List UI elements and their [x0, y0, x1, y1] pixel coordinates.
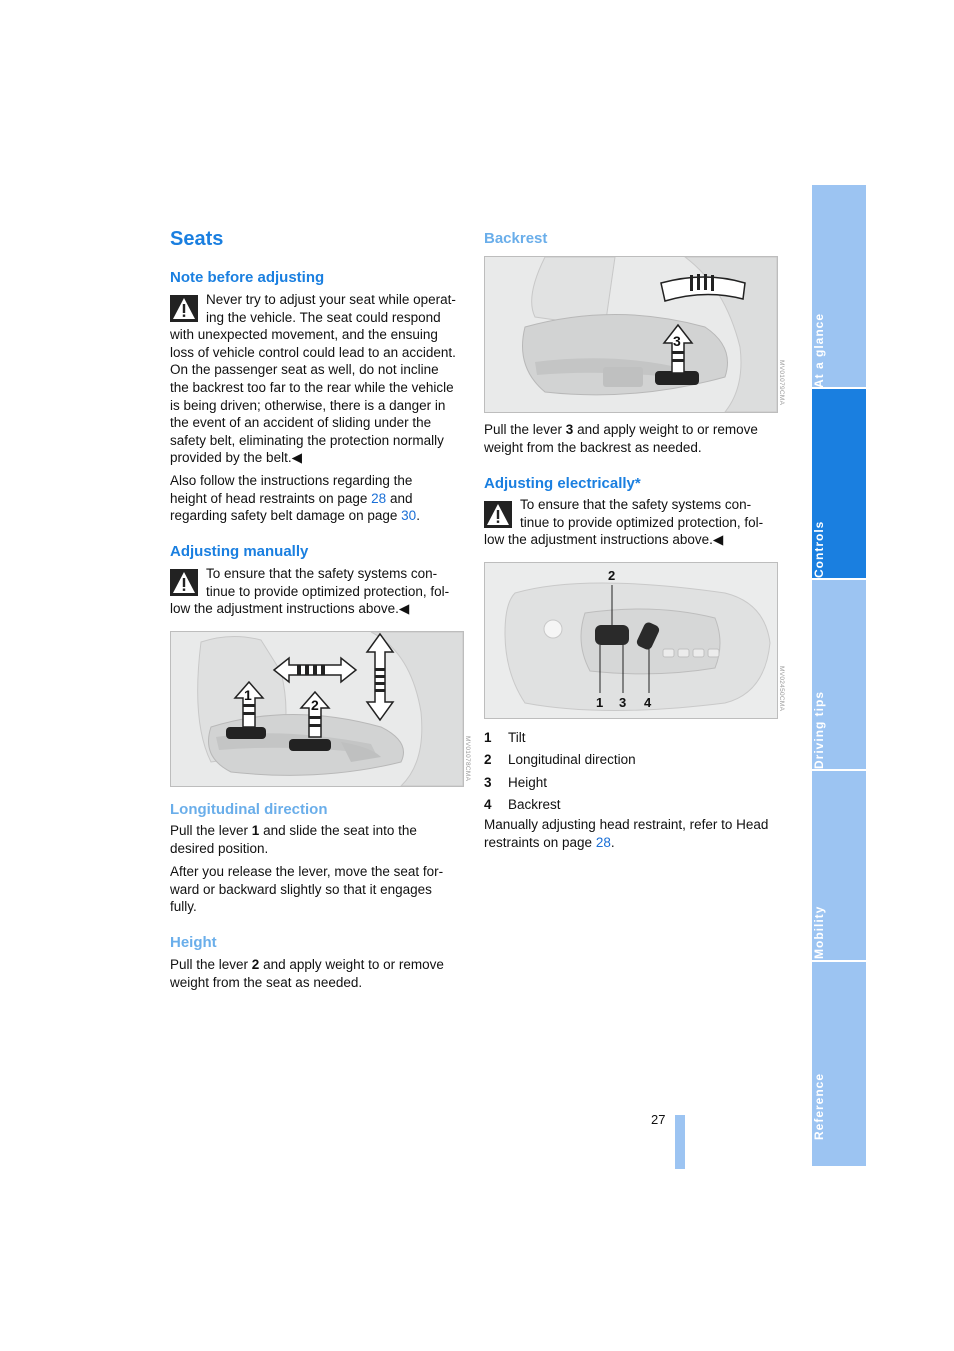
text-line: [170, 956, 470, 974]
warning-line: low the adjustment instructions above.◀: [484, 532, 724, 548]
warning-line: low the adjustment instructions above.◀: [170, 601, 410, 617]
backrest-illustration: [484, 256, 778, 413]
list-text: Height: [508, 774, 548, 790]
text-line: ward or backward slightly so that it engages: [170, 881, 432, 897]
longitudinal-text-2: [170, 863, 470, 916]
note-line: safety belt, eliminating the protection normally: [170, 432, 444, 448]
list-number: 4: [484, 797, 492, 813]
list-number: 3: [484, 774, 492, 790]
figure-code: MV02450CMA: [778, 666, 785, 712]
follow-text-part: regarding safety belt damage on page: [170, 508, 402, 524]
warning-icon: [484, 501, 512, 528]
subheading-backrest: Backrest: [484, 230, 548, 247]
list-number: 2: [484, 752, 492, 768]
text-line: Manually adjusting head restraint, refer to Head: [484, 817, 769, 832]
figure-code: MV01078CMA: [464, 736, 471, 782]
follow-text-part: .: [416, 508, 420, 524]
callout-2: 2: [311, 697, 319, 713]
text-part: and apply weight to or remove: [573, 422, 758, 437]
follow-text-part: height of head restraints on page: [170, 490, 372, 506]
page-marker: [675, 1115, 685, 1169]
tab-label-controls: Controls: [812, 520, 826, 578]
subheading-height: Height: [170, 934, 217, 951]
backrest-text: [484, 421, 784, 456]
callout-1: 1: [244, 687, 252, 703]
lever-number: 2: [251, 957, 260, 972]
list-item: [484, 727, 784, 749]
figure-code: MV01079CMA: [778, 360, 785, 406]
page-link-28[interactable]: 28: [595, 834, 611, 850]
warning-icon: [170, 295, 198, 322]
text-line: [484, 421, 784, 439]
note-line: with unexpected movement, and the ensuing: [170, 327, 438, 343]
text-part: Pull the lever: [170, 823, 252, 838]
section-heading-electric: Adjusting electrically*: [484, 475, 641, 492]
list-text: Tilt: [508, 730, 526, 745]
note-line: the backrest too far to the rear while the vehicle: [170, 380, 454, 395]
list-number: 1: [484, 730, 492, 745]
list-item: [484, 749, 784, 771]
electric-controls-illustration: [484, 562, 778, 719]
text-line: weight from the backrest as needed.: [484, 439, 702, 455]
tab-label-mobility: Mobility: [812, 905, 826, 959]
text-part: .: [610, 834, 615, 850]
section-heading-note: Note before adjusting: [170, 269, 325, 286]
text-line: [484, 834, 784, 852]
text-line: fully.: [170, 899, 197, 915]
note-line: provided by the belt.◀: [170, 450, 302, 466]
text-line: weight from the seat as needed.: [170, 974, 363, 990]
follow-text: [170, 472, 470, 525]
lever-number: 3: [565, 422, 574, 437]
section-heading-manual: Adjusting manually: [170, 543, 309, 560]
follow-text-part: and: [386, 490, 413, 506]
page-link-30[interactable]: 30: [401, 508, 417, 524]
callout-2: 2: [608, 568, 616, 583]
height-text: [170, 956, 470, 991]
text-part: restraints on page: [484, 834, 596, 850]
warning-icon: [170, 569, 198, 596]
longitudinal-text: [170, 822, 470, 857]
text-line: [170, 822, 470, 840]
lever-number: 1: [251, 823, 260, 838]
follow-line: Also follow the instructions regarding the: [170, 473, 413, 488]
subheading-longitudinal: Longitudinal direction: [170, 801, 328, 818]
list-text: Longitudinal direction: [508, 752, 636, 768]
follow-line: [170, 507, 470, 525]
note-line: Never try to adjust your seat while operat-: [206, 292, 456, 307]
warning-line: tinue to provide optimized protection, fol-: [206, 583, 450, 599]
warning-line: To ensure that the safety systems con-: [206, 566, 438, 581]
page-link-28[interactable]: 28: [371, 490, 387, 506]
callout-4: 4: [644, 695, 652, 710]
callout-3: 3: [619, 695, 627, 710]
warning-line: To ensure that the safety systems con-: [520, 497, 752, 512]
tab-label-at-a-glance: At a glance: [812, 312, 826, 388]
note-line: is being driven; otherwise, there is a danger in: [170, 397, 446, 413]
manual-seat-illustration: [170, 631, 464, 787]
list-text: Backrest: [508, 797, 561, 813]
text-part: Pull the lever: [170, 957, 252, 972]
list-item: [484, 772, 784, 794]
text-part: and slide the seat into the: [259, 823, 417, 838]
list-item: [484, 794, 784, 816]
legend-list: [484, 727, 784, 817]
note-line: On the passenger seat as well, do not incline: [170, 362, 439, 378]
note-line: loss of vehicle control could lead to an accident.: [170, 344, 456, 360]
callout-1: 1: [596, 695, 604, 710]
callout-3: 3: [673, 333, 681, 349]
text-part: Pull the lever: [484, 422, 566, 437]
follow-line: [170, 490, 470, 508]
note-line: ing the vehicle. The seat could respond: [206, 309, 441, 325]
tab-label-reference: Reference: [812, 1072, 826, 1140]
warning-line: tinue to provide optimized protection, fol-: [520, 514, 764, 530]
text-line: After you release the lever, move the seat for-: [170, 864, 444, 879]
note-line: the event of an accident of sliding under the: [170, 415, 432, 431]
tab-label-driving-tips: Driving tips: [812, 690, 826, 769]
head-restraint-text: [484, 816, 784, 851]
text-line: desired position.: [170, 840, 269, 856]
page-number: 27: [651, 1112, 666, 1127]
text-part: and apply weight to or remove: [259, 957, 444, 972]
page-title: Seats: [170, 228, 224, 250]
